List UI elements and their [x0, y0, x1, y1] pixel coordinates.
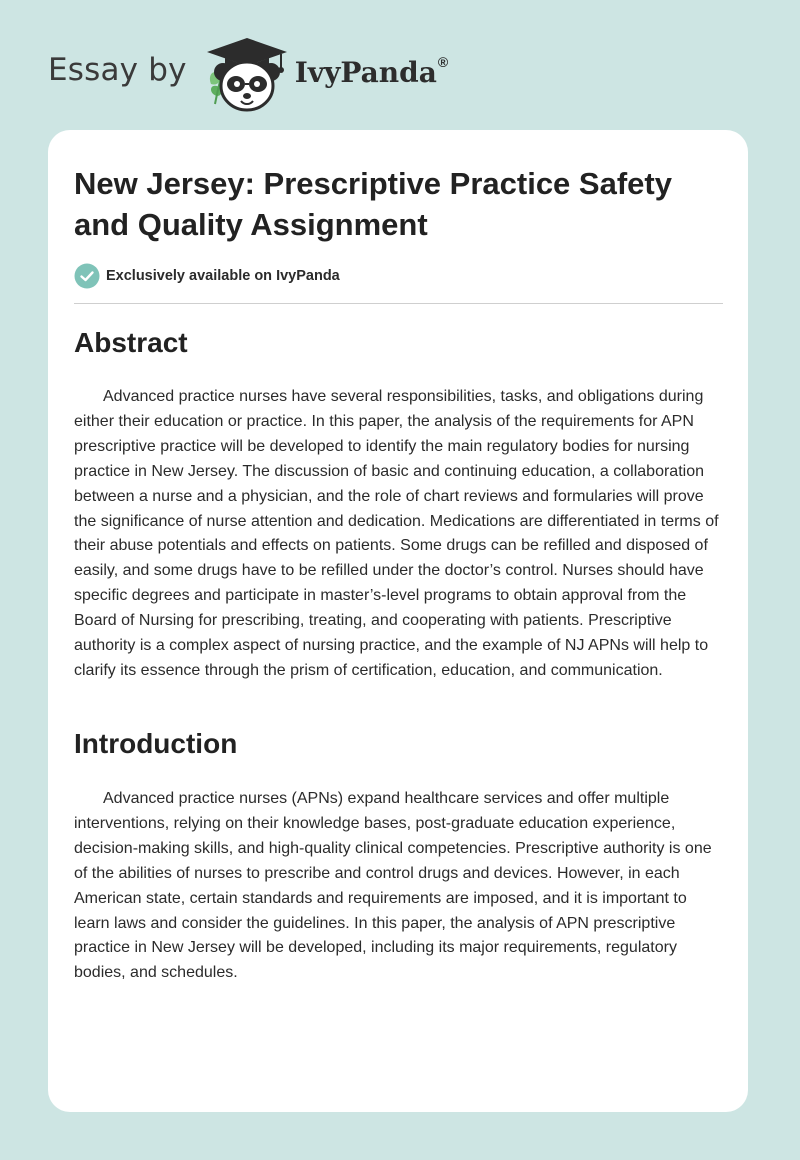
brand-name[interactable]: IvyPanda®: [294, 54, 449, 89]
essay-card: [48, 130, 748, 1112]
exclusive-badge: [74, 263, 340, 289]
exclusive-label: Exclusively available on IvyPanda: [106, 268, 340, 284]
check-circle-icon: [74, 263, 100, 289]
section-heading-abstract: Abstract: [74, 327, 188, 358]
essay-by-label: Essay by: [48, 52, 187, 88]
section-body-abstract: Advanced practice nurses have several responsibilities, tasks, and obligations during either their education or practice. In this paper, the analysis of the requirements for APN prescriptive practice will be developed to identify the main regulatory bodies for nursing practice in New Jersey. The discussion of basic and continuing education, a collaboration between a nurse and a physician, and the role of chart reviews and formularies will prove the significance of nurse attention and dedication. Medications are differentiated in terms of their abuse potentials and effects on patients. Some drugs can be refilled and disposed of easily, and some drugs have to be refilled under the doctor’s control. Nurses should have specific degrees and participate in master’s-level programs to obtain approval from the Board of Nursing for prescribing, treating, and cooperating with patients. Prescriptive authority is a complex aspect of nursing practice, and the example of NJ APNs will help to clarify its essence through the prism of certification, education, and communication.: [74, 388, 719, 679]
registered-mark: ®: [437, 54, 449, 71]
section-body-introduction: Advanced practice nurses (APNs) expand healthcare services and offer multiple interventions, relying on their knowledge bases, post-graduate education experience, decision-making skills, and high-quality clinical competencies. Prescriptive authority is one of the abilities of nurses to prescribe and control drugs and devices. However, in each American state, certain standards and requirements are imposed, and it is important to learn laws and consider the guidelines. In this paper, the analysis of APN prescriptive practice in New Jersey will be developed, including its major requirements, regulatory bodies, and schedules.: [74, 790, 712, 982]
panda-logo-icon[interactable]: [201, 34, 293, 114]
divider: [74, 303, 723, 304]
section-heading-introduction: Introduction: [74, 728, 238, 759]
page-title: New Jersey: Prescriptive Practice Safety and Quality Assignment: [74, 166, 672, 242]
site-header: [48, 34, 448, 114]
